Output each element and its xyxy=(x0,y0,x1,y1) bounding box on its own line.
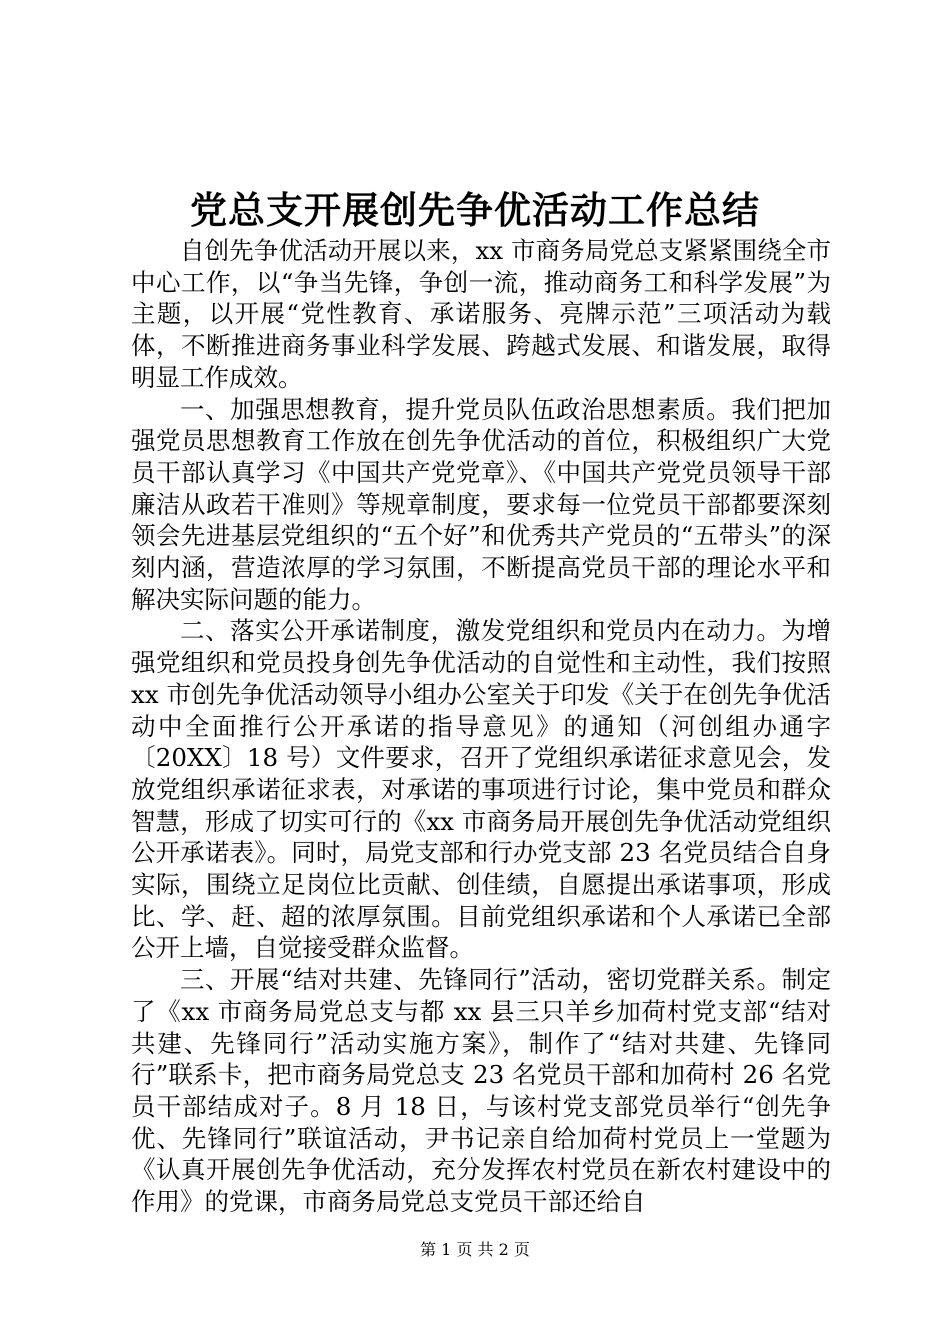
paragraph-section-1: 一、加强思想教育，提升党员队伍政治思想素质。我们把加强党员思想教育工作放在创先争优活动的首位，积极组织广大党员干部认真学习《中国共产党党章》、《中国共产党党员领导干部廉洁从政若干准则》等规章制度，要求每一位党员干部都要深刻领会先进基层党组织的“五个好”和优秀共产党员的“五带头”的深刻内涵，营造浓厚的学习氛围，不断提高党员干部的理论水平和解决实际问题的能力。 xyxy=(131,394,831,614)
document-body xyxy=(131,235,831,1218)
page-footer: 第 1 页 共 2 页 xyxy=(420,1240,530,1259)
paragraph-section-3: 三、开展“结对共建、先锋同行”活动，密切党群关系。制定了《xx 市商务局党总支与都 xx 县三只羊乡加荷村党支部“结对共建、先锋同行”活动实施方案》，制作了“结对共建、先锋同行”联系卡，把市商务局党总支 23 名党员干部和加荷村 26 名党员干部结成对子。8 月 18 日，与该村党支部党员举行“创先争优、先锋同行”联谊活动，尹书记亲自给加荷村党员上一堂题为《认真开展创先争优活动，充分发挥农村党员在新农村建设中的作用》的党课，市商务局党总支党员干部还给自 xyxy=(131,965,831,1217)
document-title: 党总支开展创先争优活动工作总结 xyxy=(190,188,760,232)
paragraph-section-2: 二、落实公开承诺制度，激发党组织和党员内在动力。为增强党组织和党员投身创先争优活动的自觉性和主动性，我们按照 xx 市创先争优活动领导小组办公室关于印发《关于在创先争优活动中全面推行公开承诺的指导意见》的通知（河创组办通字〔20XX〕18 号）文件要求，召开了党组织承诺征求意见会，发放党组织承诺征求表，对承诺的事项进行讨论，集中党员和群众智慧，形成了切实可行的《xx 市商务局开展创先争优活动党组织公开承诺表》。同时，局党支部和行办党支部 23 名党员结合自身实际，围绕立足岗位比贡献、创佳绩，自愿提出承诺事项，形成比、学、赶、超的浓厚氛围。目前党组织承诺和个人承诺已全部公开上墙，自觉接受群众监督。 xyxy=(131,616,831,963)
paragraph-intro: 自创先争优活动开展以来，xx 市商务局党总支紧紧围绕全市中心工作，以“争当先锋，争创一流，推动商务工和科学发展”为主题，以开展“党性教育、承诺服务、亮牌示范”三项活动为载体，不断推进商务事业科学发展、跨越式发展、和谐发展，取得明显工作成效。 xyxy=(131,236,831,392)
